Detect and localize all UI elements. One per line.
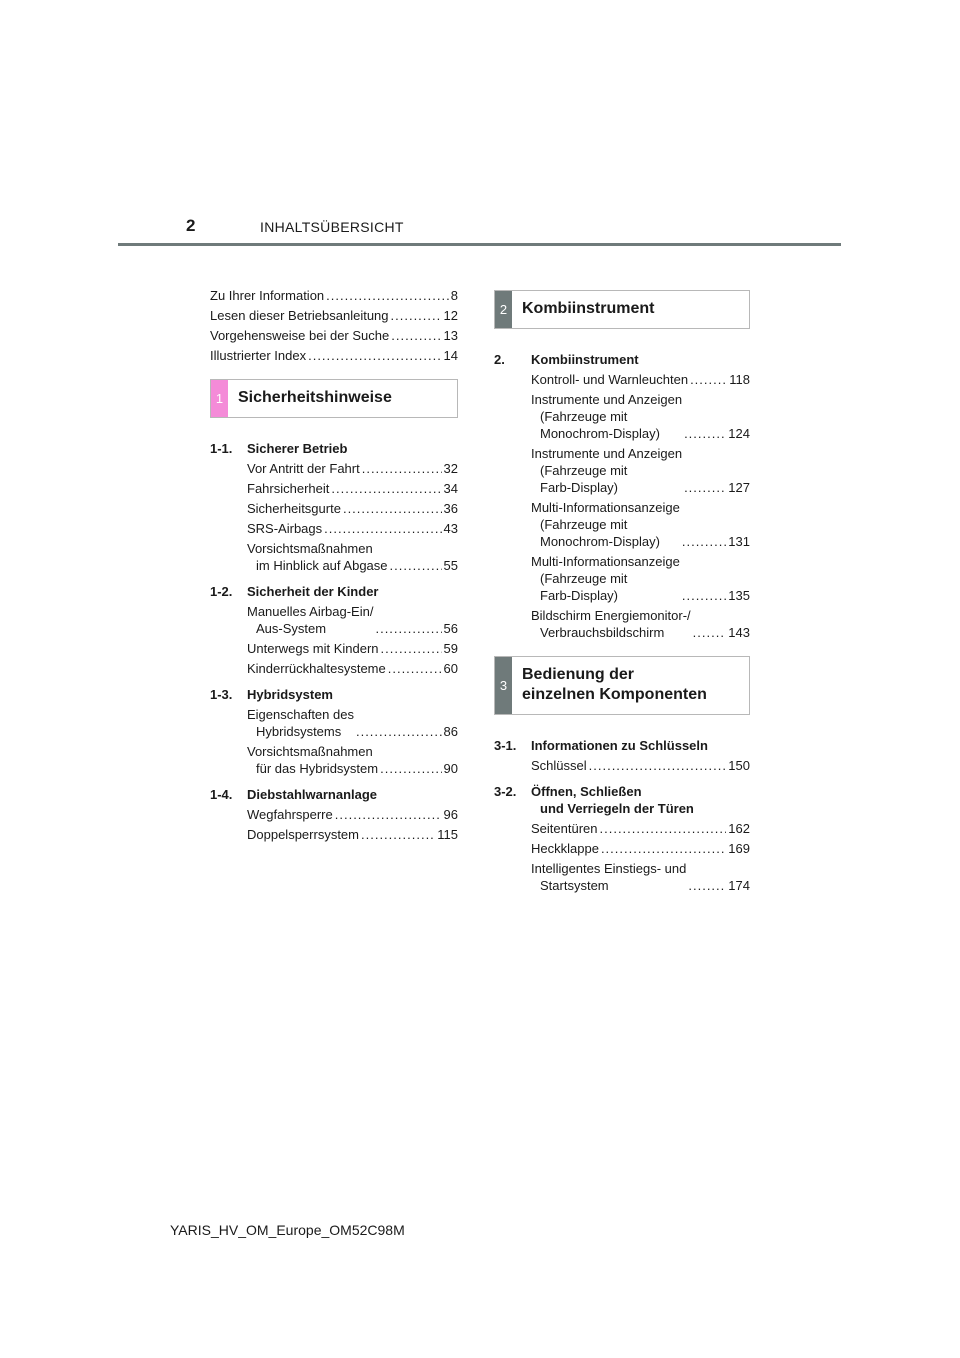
toc-leader-dots — [343, 500, 442, 517]
toc-leader-dots — [391, 327, 441, 344]
toc-entry-title — [247, 706, 354, 740]
toc-entry-title-line: Lesen dieser Betriebsanleitung — [210, 308, 389, 323]
toc-entry[interactable] — [210, 806, 458, 823]
toc-entry-title — [247, 660, 386, 677]
chapter-number-tab: 1 — [211, 380, 228, 417]
toc-entry[interactable] — [210, 327, 458, 344]
page-header-title: INHALTSÜBERSICHT — [260, 219, 404, 235]
toc-entry-title-continuation: Monochrom-Display) — [540, 534, 660, 549]
toc-entry-title — [531, 860, 686, 894]
chapter-title: Sicherheitshinweise — [238, 389, 392, 406]
toc-page-number: 43 — [443, 521, 458, 536]
toc-entry-title-continuation: Hybridsystems — [256, 724, 342, 739]
toc-leader-dots — [381, 640, 442, 657]
page-number: 2 — [186, 216, 196, 235]
toc-leader-dots — [388, 660, 442, 677]
chapter-box — [494, 290, 750, 329]
toc-section-title-line: Hybridsystem — [247, 687, 333, 702]
toc-page-number: 36 — [443, 501, 458, 516]
toc-section-number: 2. — [494, 352, 505, 367]
toc-leader-dots — [589, 757, 727, 774]
toc-leader-dots — [682, 533, 726, 550]
toc-section-title-line: Kombiinstrument — [531, 352, 639, 367]
toc-entry-title — [531, 757, 587, 774]
toc-entry-title — [247, 640, 379, 657]
toc-leader-dots — [308, 347, 441, 364]
toc-entry-title-continuation: (Fahrzeuge mit — [540, 409, 628, 424]
toc-entry-title-line: Vorgehensweise bei der Suche — [210, 328, 390, 343]
toc-section-heading — [210, 583, 458, 600]
toc-entry-title-continuation: Aus-System — [256, 621, 327, 636]
toc-entry-title — [210, 327, 389, 344]
toc-section-number: 3-1. — [494, 738, 517, 753]
toc-section-heading — [210, 686, 458, 703]
toc-entry[interactable] — [210, 460, 458, 477]
toc-entry[interactable] — [210, 307, 458, 324]
toc-section-number: 1-3. — [210, 687, 233, 702]
toc-entry-title-line: Vor Antritt der Fahrt — [247, 461, 360, 476]
toc-page-number: 13 — [443, 328, 458, 343]
toc-entry-title-line: Unterwegs mit Kindern — [247, 641, 379, 656]
toc-entry-title-line: Schlüssel — [531, 758, 587, 773]
toc-entry-title-line: Eigenschaften des — [247, 707, 354, 722]
toc-section-title — [247, 786, 377, 803]
toc-page-number: 135 — [728, 588, 750, 603]
toc-leader-dots — [684, 425, 726, 442]
toc-page-number: 32 — [443, 461, 458, 476]
chapter-number-tab: 2 — [495, 291, 512, 328]
toc-entry[interactable] — [494, 499, 750, 550]
toc-entry-title-continuation: Verbrauchsbildschirm — [540, 625, 665, 640]
toc-entry-title-continuation: (Fahrzeuge mit — [540, 463, 628, 478]
toc-entry-title-line: Manuelles Airbag-Ein/ — [247, 604, 374, 619]
toc-leader-dots — [391, 307, 442, 324]
toc-entry-title — [247, 460, 360, 477]
toc-leader-dots — [375, 620, 441, 637]
toc-leader-dots — [335, 806, 442, 823]
toc-page-number: 127 — [728, 480, 750, 495]
document-footer-code: YARIS_HV_OM_Europe_OM52C98M — [170, 1222, 405, 1238]
toc-page-number: 14 — [443, 348, 458, 363]
toc-entry[interactable] — [494, 860, 750, 894]
toc-entry-title — [247, 826, 359, 843]
toc-entry-title — [531, 445, 682, 496]
toc-entry-title-continuation: für das Hybridsystem — [256, 761, 379, 776]
toc-entry-title — [531, 499, 680, 550]
toc-entry-title — [247, 520, 322, 537]
toc-section-number: 1-2. — [210, 584, 233, 599]
chapter-box — [494, 656, 750, 715]
toc-section-title — [531, 783, 694, 817]
toc-entry[interactable] — [494, 607, 750, 641]
toc-entry-title-line: Kinderrückhaltesysteme — [247, 661, 386, 676]
toc-section-number: 1-1. — [210, 441, 233, 456]
toc-leader-dots — [361, 826, 435, 843]
toc-entry-title-line: Heckklappe — [531, 841, 599, 856]
toc-entry-title-continuation: Farb-Display) — [540, 480, 619, 495]
toc-entry[interactable] — [494, 820, 750, 837]
toc-entry-title-line: Illustrierter Index — [210, 348, 307, 363]
toc-section-heading — [494, 351, 750, 368]
toc-entry-title-line: Vorsichtsmaßnahmen — [247, 541, 373, 556]
toc-page-number: 169 — [728, 841, 750, 856]
toc-entry-title-continuation: im Hinblick auf Abgase — [256, 558, 388, 573]
toc-leader-dots — [688, 877, 726, 894]
toc-leader-dots — [331, 480, 441, 497]
toc-leader-dots — [356, 723, 442, 740]
toc-entry-title — [247, 603, 373, 637]
toc-entry-title — [247, 540, 388, 574]
toc-leader-dots — [390, 557, 442, 574]
toc-entry-title-continuation: (Fahrzeuge mit — [540, 571, 628, 586]
toc-entry-title — [531, 607, 691, 641]
toc-right-column — [494, 290, 750, 897]
toc-entry[interactable] — [210, 826, 458, 843]
toc-leader-dots — [690, 371, 727, 388]
toc-entry-title-line: Instrumente und Anzeigen — [531, 392, 683, 407]
toc-entry[interactable] — [210, 660, 458, 677]
chapter-title: Kombiinstrument — [522, 300, 655, 317]
toc-page-number: 124 — [728, 426, 750, 441]
toc-entry[interactable] — [494, 391, 750, 442]
toc-entry-title — [210, 307, 389, 324]
toc-leader-dots — [600, 820, 727, 837]
toc-entry-title — [531, 553, 680, 604]
toc-page-number: 59 — [443, 641, 458, 656]
toc-section-number: 1-4. — [210, 787, 233, 802]
toc-entry[interactable] — [210, 347, 458, 364]
toc-entry-title-line: Zu Ihrer Information — [210, 288, 325, 303]
toc-entry-title — [210, 347, 306, 364]
toc-page-number: 118 — [729, 372, 750, 387]
toc-entry-title-line: Sicherheitsgurte — [247, 501, 341, 516]
toc-section-number: 3-2. — [494, 784, 517, 799]
toc-page-number: 131 — [728, 534, 750, 549]
toc-section-heading — [210, 440, 458, 457]
toc-leader-dots — [682, 587, 726, 604]
toc-page-number: 86 — [443, 724, 458, 739]
toc-entry[interactable] — [494, 840, 750, 857]
toc-section-title — [247, 686, 333, 703]
toc-leader-dots — [601, 840, 726, 857]
toc-section-title-line: Sicherer Betrieb — [247, 441, 348, 456]
header-divider — [118, 243, 841, 246]
toc-section-title-line: Sicherheit der Kinder — [247, 584, 379, 599]
toc-entry-title-line: Fahrsicherheit — [247, 481, 330, 496]
toc-entry-title — [247, 743, 378, 777]
toc-entry-title — [531, 371, 688, 388]
toc-entry-title-line: Intelligentes Einstiegs- und — [531, 861, 687, 876]
toc-section-title — [247, 583, 378, 600]
toc-page-number: 96 — [443, 807, 458, 822]
toc-entry[interactable] — [210, 743, 458, 777]
toc-entry-title-line: Instrumente und Anzeigen — [531, 446, 683, 461]
toc-section-title-line: Diebstahlwarnanlage — [247, 787, 378, 802]
toc-leader-dots — [684, 479, 726, 496]
toc-page-number: 150 — [728, 758, 750, 773]
toc-page-number: 8 — [450, 288, 458, 303]
toc-entry[interactable] — [210, 500, 458, 517]
toc-entry-title — [531, 820, 598, 837]
toc-entry-title-line: Vorsichtsmaßnahmen — [247, 744, 373, 759]
toc-entry-title — [247, 500, 341, 517]
toc-entry[interactable] — [494, 553, 750, 604]
toc-entry[interactable] — [210, 540, 458, 574]
toc-leader-dots — [324, 520, 441, 537]
toc-entry-title — [210, 287, 324, 304]
toc-entry[interactable] — [494, 757, 750, 774]
toc-entry-title-line: Wegfahrsperre — [247, 807, 333, 822]
toc-section-title — [531, 351, 639, 368]
toc-entry-title-line: SRS-Airbags — [247, 521, 323, 536]
toc-page-number: 143 — [728, 625, 750, 640]
toc-section-title-line: Öffnen, Schließen — [531, 784, 642, 799]
toc-entry[interactable] — [210, 640, 458, 657]
toc-page-number: 55 — [443, 558, 458, 573]
toc-entry[interactable] — [210, 603, 458, 637]
toc-entry[interactable] — [210, 520, 458, 537]
toc-page-number: 34 — [443, 481, 458, 496]
toc-page-number: 12 — [443, 308, 458, 323]
toc-entry-title-line: Multi-Informationsanzeige — [531, 500, 680, 515]
toc-entry-title — [247, 480, 329, 497]
toc-page-number: 90 — [443, 761, 458, 776]
toc-entry[interactable] — [494, 371, 750, 388]
toc-page-number: 56 — [443, 621, 458, 636]
toc-entry-title — [531, 391, 682, 442]
toc-entry-title-line: Bildschirm Energiemonitor-/ — [531, 608, 691, 623]
toc-entry-title-line: Kontroll- und Warnleuchten — [531, 372, 689, 387]
toc-section-title-continuation: und Verriegeln der Türen — [540, 801, 694, 816]
toc-entry-title-continuation: (Fahrzeuge mit — [540, 517, 628, 532]
toc-page-number: 174 — [728, 878, 750, 893]
toc-entry[interactable] — [210, 480, 458, 497]
toc-entry[interactable] — [494, 445, 750, 496]
toc-section-heading — [210, 786, 458, 803]
toc-page-number: 162 — [728, 821, 750, 836]
toc-entry[interactable] — [210, 287, 458, 304]
toc-entry-title-line: Seitentüren — [531, 821, 598, 836]
chapter-number-tab: 3 — [495, 657, 512, 714]
toc-entry[interactable] — [210, 706, 458, 740]
chapter-title: Bedienung der einzelnen Komponenten — [522, 666, 707, 703]
toc-section-title — [531, 737, 708, 754]
toc-leader-dots — [362, 460, 442, 477]
toc-entry-title-continuation: Monochrom-Display) — [540, 426, 660, 441]
toc-left-column — [210, 287, 458, 846]
chapter-box — [210, 379, 458, 418]
toc-leader-dots — [380, 760, 441, 777]
toc-entry-title — [531, 840, 599, 857]
toc-leader-dots — [326, 287, 449, 304]
toc-entry-title-continuation: Startsystem — [540, 878, 609, 893]
toc-section-title — [247, 440, 347, 457]
toc-entry-title-line: Doppelsperrsystem — [247, 827, 359, 842]
toc-section-heading — [494, 737, 750, 754]
toc-leader-dots — [693, 624, 727, 641]
toc-entry-title — [247, 806, 333, 823]
toc-section-heading — [494, 783, 750, 817]
toc-entry-title-line: Multi-Informationsanzeige — [531, 554, 680, 569]
toc-page-number: 60 — [443, 661, 458, 676]
toc-page-number: 115 — [437, 827, 458, 842]
toc-entry-title-continuation: Farb-Display) — [540, 588, 619, 603]
toc-section-title-line: Informationen zu Schlüsseln — [531, 738, 708, 753]
